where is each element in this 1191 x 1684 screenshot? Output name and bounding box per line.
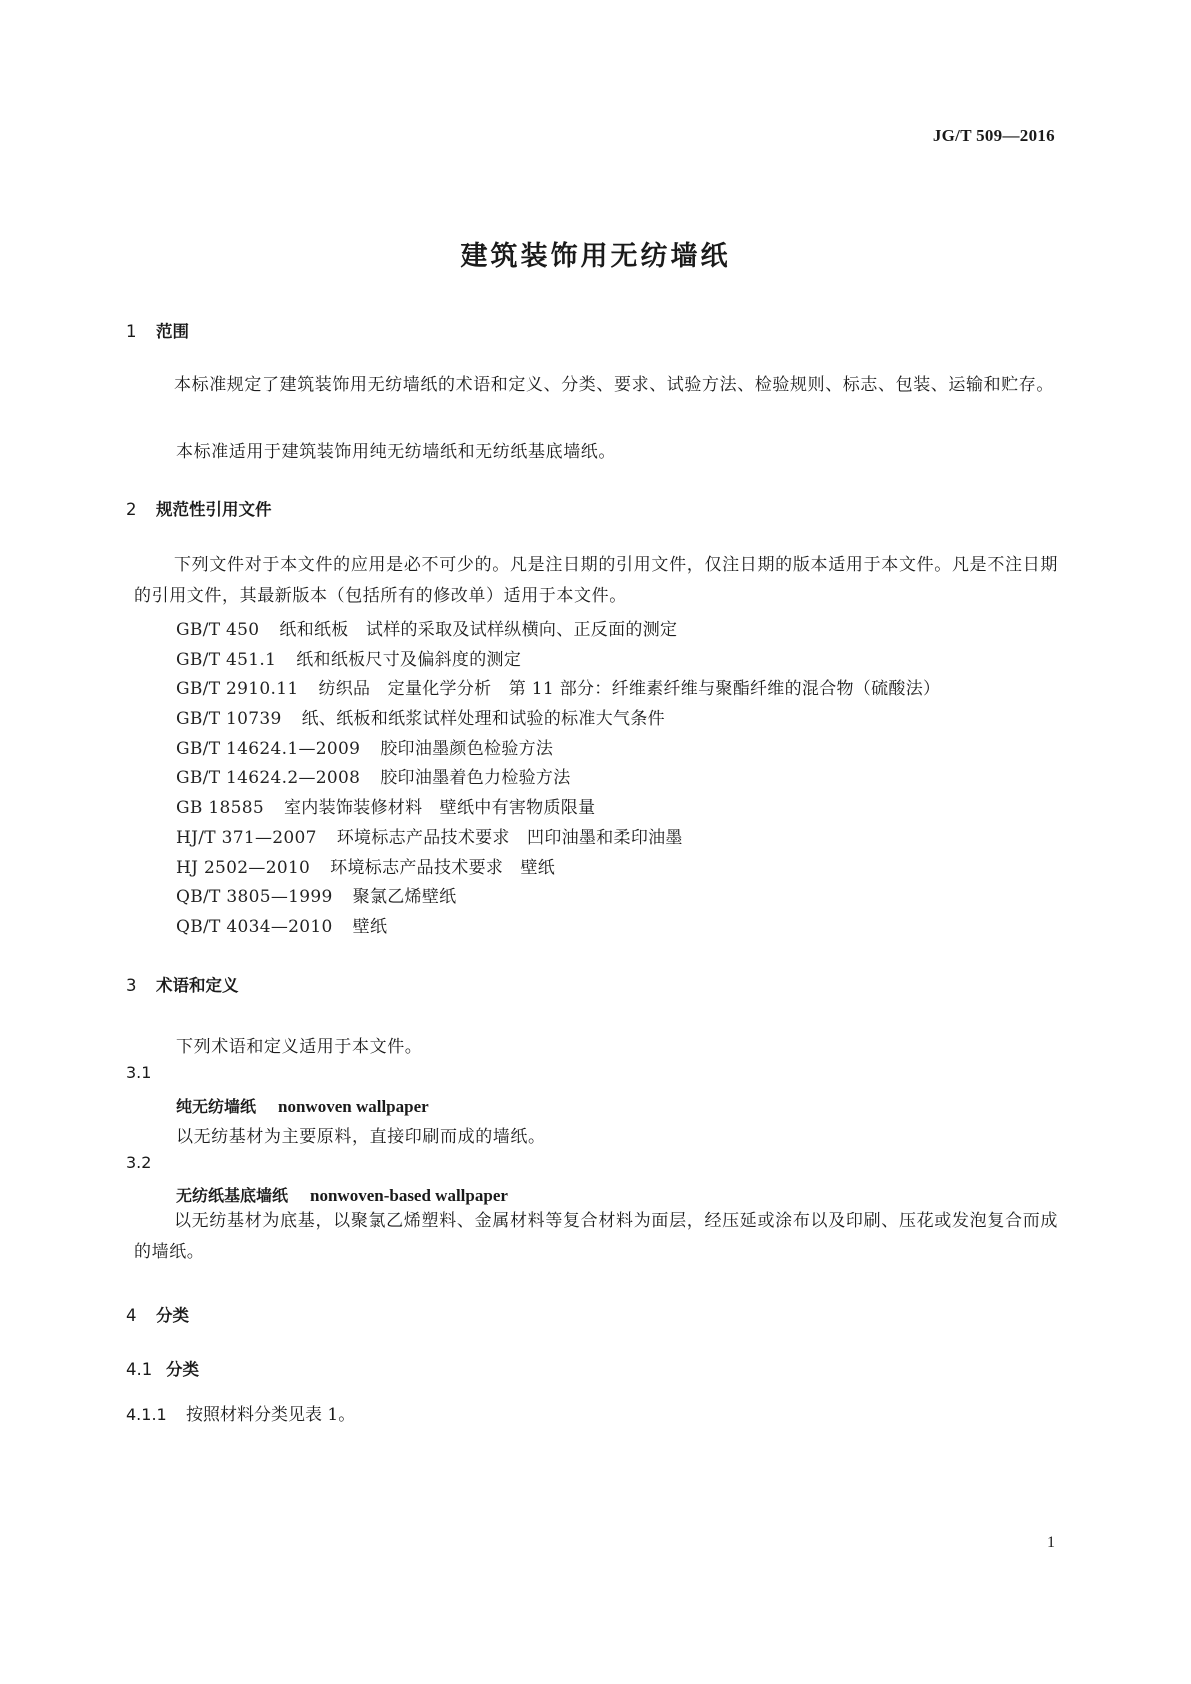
- term-heading: [176, 1094, 429, 1117]
- reference-item: [176, 645, 521, 670]
- section-2-heading: [126, 496, 272, 520]
- section-3-heading: [126, 972, 239, 996]
- section-1-paragraph-applicability: 本标准适用于建筑装饰用纯无纺墙纸和无纺纸基底墙纸。: [176, 442, 616, 462]
- reference-item: [176, 912, 387, 937]
- term-number: 3.1: [126, 1063, 152, 1082]
- subsection-title: 分类: [166, 1360, 199, 1379]
- section-number: 2: [126, 500, 137, 519]
- reference-item: [176, 882, 456, 907]
- reference-item: [176, 674, 940, 699]
- reference-title: 壁纸: [352, 917, 388, 937]
- section-2-intro: 下列文件对于本文件的应用是必不可少的。凡是注日期的引用文件，仅注日期的版本适用于本文件。凡是不注日期的引用文件，其最新版本（包括所有的修改单）适用于本文件。: [134, 555, 1058, 606]
- reference-title: 室内装饰装修材料 壁纸中有害物质限量: [283, 798, 596, 818]
- reference-code: GB 18585: [176, 798, 264, 818]
- reference-item: [176, 793, 595, 818]
- reference-code: QB/T 3805—1999: [176, 887, 333, 907]
- standard-code: JG/T 509—2016: [932, 126, 1055, 145]
- section-number: 1: [126, 322, 137, 341]
- reference-title: 纸、纸板和纸浆试样处理和试验的标准大气条件: [301, 709, 665, 729]
- subsection-number: 4.1: [126, 1360, 153, 1379]
- reference-title: 胶印油墨着色力检验方法: [380, 768, 571, 788]
- reference-title: 环境标志产品技术要求 凹印油墨和柔印油墨: [336, 828, 683, 848]
- section-title: 规范性引用文件: [156, 500, 272, 519]
- section-3-intro: 下列术语和定义适用于本文件。: [176, 1037, 423, 1057]
- reference-code: GB/T 14624.1—2009: [176, 739, 361, 759]
- reference-item: [176, 615, 677, 640]
- term-english: nonwoven-based wallpaper: [310, 1186, 508, 1205]
- clause-4-1-1: [126, 1400, 355, 1425]
- reference-item: [176, 763, 571, 788]
- reference-code: HJ/T 371—2007: [176, 828, 317, 848]
- reference-code: GB/T 450: [176, 620, 260, 640]
- term-definition: 以无纺基材为底基，以聚氯乙烯塑料、金属材料等复合材料为面层，经压延或涂布以及印刷、压花或发泡复合而成的墙纸。: [134, 1211, 1058, 1262]
- reference-code: GB/T 2910.11: [176, 679, 299, 699]
- reference-code: HJ 2502—2010: [176, 858, 311, 878]
- term-heading: [176, 1183, 508, 1206]
- page-number: 1: [1047, 1534, 1055, 1551]
- section-title: 术语和定义: [156, 976, 239, 995]
- clause-text: 按照材料分类见表 1。: [186, 1405, 356, 1425]
- clause-number: 4.1.1: [126, 1405, 167, 1424]
- reference-item: [176, 704, 665, 729]
- term-chinese: 无纺纸基底墙纸: [176, 1186, 289, 1205]
- section-1-heading: [126, 318, 189, 342]
- reference-code: GB/T 10739: [176, 709, 282, 729]
- reference-code: GB/T 451.1: [176, 650, 277, 670]
- section-number: 4: [126, 1306, 137, 1325]
- reference-title: 纸和纸板尺寸及偏斜度的测定: [296, 650, 522, 670]
- reference-title: 聚氯乙烯壁纸: [352, 887, 457, 907]
- reference-title: 环境标志产品技术要求 壁纸: [330, 858, 556, 878]
- reference-item: [176, 853, 555, 878]
- section-number: 3: [126, 976, 137, 995]
- reference-item: [176, 734, 553, 759]
- term-number: 3.2: [126, 1153, 152, 1172]
- reference-code: GB/T 14624.2—2008: [176, 768, 361, 788]
- reference-title: 胶印油墨颜色检验方法: [380, 739, 554, 759]
- section-1-paragraph-scope: 本标准规定了建筑装饰用无纺墙纸的术语和定义、分类、要求、试验方法、检验规则、标志、包装、运输和贮存。: [174, 375, 1054, 395]
- section-4-heading: [126, 1302, 189, 1326]
- term-english: nonwoven wallpaper: [278, 1097, 429, 1116]
- reference-item: [176, 823, 683, 848]
- term-chinese: 纯无纺墙纸: [176, 1097, 257, 1116]
- term-definition: 以无纺基材为主要原料，直接印刷而成的墙纸。: [176, 1127, 546, 1147]
- reference-code: QB/T 4034—2010: [176, 917, 333, 937]
- reference-title: 纺织品 定量化学分析 第 11 部分：纤维素纤维与聚酯纤维的混合物（硫酸法）: [318, 679, 941, 699]
- section-title: 范围: [156, 322, 189, 341]
- reference-title: 纸和纸板 试样的采取及试样纵横向、正反面的测定: [279, 620, 678, 640]
- document-title: 建筑装饰用无纺墙纸: [460, 241, 731, 272]
- subsection-4-1-heading: [126, 1356, 199, 1380]
- section-title: 分类: [156, 1306, 189, 1325]
